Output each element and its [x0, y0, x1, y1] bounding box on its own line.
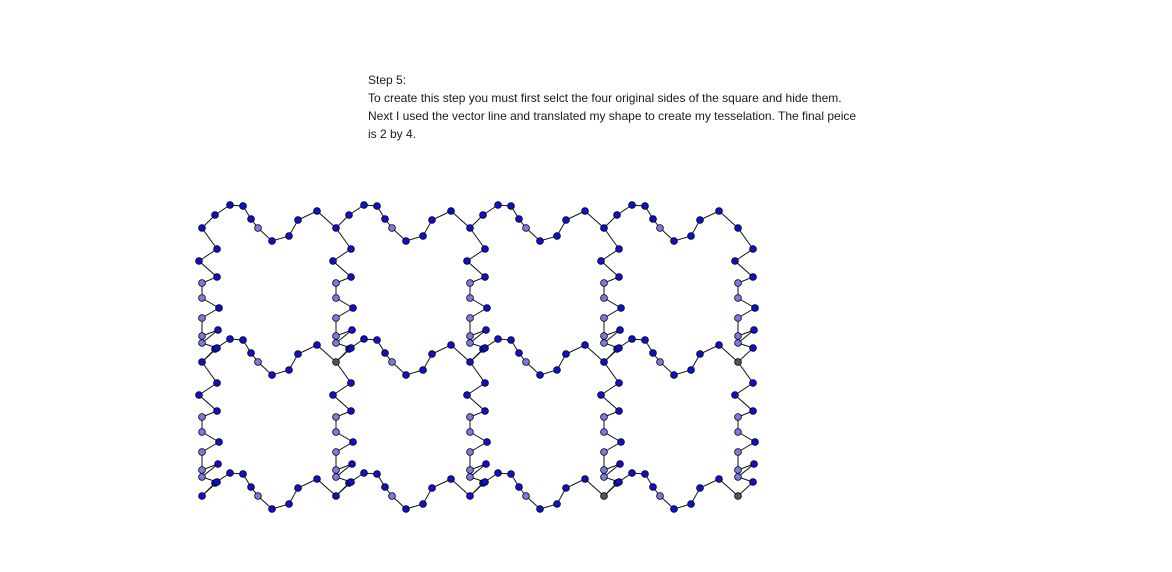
vertex-point[interactable]: [199, 333, 206, 340]
vertex-point[interactable]: [482, 246, 489, 253]
vertex-point[interactable]: [735, 225, 742, 232]
vertex-point[interactable]: [389, 359, 396, 366]
vertex-point[interactable]: [348, 408, 355, 415]
vertex-point[interactable]: [199, 429, 206, 436]
vertex-point[interactable]: [348, 246, 355, 253]
vertex-point[interactable]: [333, 315, 340, 322]
vertex-point[interactable]: [467, 467, 474, 474]
vertex-point[interactable]: [735, 359, 742, 366]
vertex-point[interactable]: [467, 429, 474, 436]
vertex-point[interactable]: [374, 471, 381, 478]
vertex-point[interactable]: [333, 414, 340, 421]
vertex-point[interactable]: [750, 479, 757, 486]
vertex-point[interactable]: [482, 408, 489, 415]
vertex-point[interactable]: [199, 493, 206, 500]
vertex-point[interactable]: [286, 367, 293, 374]
vertex-point[interactable]: [601, 225, 608, 232]
tessellation-points: [196, 202, 759, 513]
vertex-point[interactable]: [333, 474, 340, 481]
vertex-point[interactable]: [330, 258, 337, 265]
vertex-point[interactable]: [212, 212, 219, 219]
step-heading: Step 5:: [368, 73, 407, 87]
vertex-point[interactable]: [467, 333, 474, 340]
vertex-point[interactable]: [333, 340, 340, 347]
vertex-point[interactable]: [697, 485, 704, 492]
vertex-point[interactable]: [199, 315, 206, 322]
vertex-point[interactable]: [482, 345, 489, 352]
vertex-point[interactable]: [480, 212, 487, 219]
vertex-point[interactable]: [389, 225, 396, 232]
vertex-point[interactable]: [671, 238, 678, 245]
vertex-point[interactable]: [601, 333, 608, 340]
vertex-point[interactable]: [216, 305, 223, 312]
vertex-point[interactable]: [448, 208, 455, 215]
vertex-point[interactable]: [616, 274, 623, 281]
vertex-point[interactable]: [508, 203, 515, 210]
vertex-point[interactable]: [554, 233, 561, 240]
step-text-line-3: is 2 by 4.: [368, 127, 417, 141]
vertex-point[interactable]: [582, 208, 589, 215]
vertex-point[interactable]: [467, 493, 474, 500]
vertex-point[interactable]: [516, 484, 523, 491]
vertex-point[interactable]: [601, 340, 608, 347]
vertex-point[interactable]: [214, 274, 221, 281]
vertex-point[interactable]: [286, 501, 293, 508]
vertex-point[interactable]: [483, 327, 490, 334]
vertex-point[interactable]: [735, 280, 742, 287]
vertex-point[interactable]: [361, 336, 368, 343]
vertex-point[interactable]: [464, 392, 471, 399]
vertex-point[interactable]: [199, 340, 206, 347]
vertex-point[interactable]: [333, 449, 340, 456]
vertex-point[interactable]: [330, 392, 337, 399]
vertex-point[interactable]: [601, 359, 608, 366]
vertex-point[interactable]: [563, 217, 570, 224]
vertex-point[interactable]: [382, 484, 389, 491]
vertex-point[interactable]: [650, 484, 657, 491]
vertex-point[interactable]: [333, 467, 340, 474]
vertex-point[interactable]: [269, 238, 276, 245]
vertex-point[interactable]: [716, 476, 723, 483]
vertex-point[interactable]: [199, 295, 206, 302]
vertex-point[interactable]: [516, 350, 523, 357]
vertex-point[interactable]: [240, 337, 247, 344]
vertex-point[interactable]: [508, 337, 515, 344]
vertex-point[interactable]: [429, 217, 436, 224]
vertex-point[interactable]: [199, 414, 206, 421]
vertex-point[interactable]: [448, 342, 455, 349]
vertex-point[interactable]: [467, 474, 474, 481]
vertex-point[interactable]: [716, 342, 723, 349]
vertex-point[interactable]: [598, 392, 605, 399]
vertex-point[interactable]: [750, 345, 757, 352]
vertex-point[interactable]: [348, 479, 355, 486]
vertex-point[interactable]: [482, 380, 489, 387]
vertex-point[interactable]: [751, 327, 758, 334]
vertex-point[interactable]: [429, 485, 436, 492]
vertex-point[interactable]: [467, 359, 474, 366]
vertex-point[interactable]: [735, 414, 742, 421]
vertex-point[interactable]: [697, 217, 704, 224]
vertex-point[interactable]: [199, 474, 206, 481]
vertex-point[interactable]: [563, 351, 570, 358]
vertex-point[interactable]: [389, 493, 396, 500]
vertex-point[interactable]: [348, 345, 355, 352]
vertex-point[interactable]: [735, 474, 742, 481]
vertex-point[interactable]: [495, 470, 502, 477]
vertex-point[interactable]: [248, 216, 255, 223]
vertex-point[interactable]: [732, 258, 739, 265]
vertex-point[interactable]: [295, 217, 302, 224]
vertex-point[interactable]: [295, 351, 302, 358]
vertex-point[interactable]: [657, 225, 664, 232]
vertex-point[interactable]: [286, 233, 293, 240]
vertex-point[interactable]: [657, 493, 664, 500]
vertex-point[interactable]: [523, 493, 530, 500]
vertex-point[interactable]: [716, 208, 723, 215]
vertex-point[interactable]: [346, 212, 353, 219]
vertex-point[interactable]: [484, 439, 491, 446]
vertex-point[interactable]: [199, 225, 206, 232]
vertex-point[interactable]: [657, 359, 664, 366]
vertex-point[interactable]: [314, 342, 321, 349]
vertex-point[interactable]: [732, 392, 739, 399]
vertex-point[interactable]: [554, 501, 561, 508]
vertex-point[interactable]: [616, 380, 623, 387]
vertex-point[interactable]: [255, 493, 262, 500]
vertex-point[interactable]: [482, 274, 489, 281]
vertex-point[interactable]: [333, 359, 340, 366]
vertex-point[interactable]: [429, 351, 436, 358]
vertex-point[interactable]: [735, 467, 742, 474]
vertex-point[interactable]: [537, 506, 544, 513]
vertex-point[interactable]: [199, 467, 206, 474]
vertex-point[interactable]: [688, 501, 695, 508]
vertex-point[interactable]: [735, 449, 742, 456]
step-text-line-1: To create this step you must first selct the four original sides of the square and hide them.: [368, 91, 842, 105]
vertex-point[interactable]: [333, 429, 340, 436]
vertex-point[interactable]: [629, 202, 636, 209]
vertex-point[interactable]: [601, 467, 608, 474]
vertex-point[interactable]: [214, 380, 221, 387]
vertex-point[interactable]: [671, 372, 678, 379]
vertex-point[interactable]: [601, 474, 608, 481]
vertex-point[interactable]: [697, 351, 704, 358]
vertex-point[interactable]: [688, 233, 695, 240]
vertex-point[interactable]: [750, 408, 757, 415]
vertex-point[interactable]: [403, 372, 410, 379]
vertex-point[interactable]: [601, 295, 608, 302]
vertex-point[interactable]: [350, 305, 357, 312]
vertex-point[interactable]: [215, 327, 222, 334]
vertex-point[interactable]: [483, 461, 490, 468]
vertex-point[interactable]: [537, 372, 544, 379]
vertex-point[interactable]: [314, 476, 321, 483]
vertex-point[interactable]: [333, 225, 340, 232]
vertex-point[interactable]: [403, 506, 410, 513]
vertex-point[interactable]: [227, 202, 234, 209]
vertex-point[interactable]: [214, 408, 221, 415]
vertex-point[interactable]: [554, 367, 561, 374]
vertex-point[interactable]: [617, 327, 624, 334]
vertex-point[interactable]: [240, 471, 247, 478]
tessellation-tiles: [199, 205, 755, 509]
vertex-point[interactable]: [199, 280, 206, 287]
vertex-point[interactable]: [216, 439, 223, 446]
vertex-point[interactable]: [484, 305, 491, 312]
vertex-point[interactable]: [214, 479, 221, 486]
vertex-point[interactable]: [537, 238, 544, 245]
vertex-point[interactable]: [750, 274, 757, 281]
vertex-point[interactable]: [382, 216, 389, 223]
vertex-point[interactable]: [349, 327, 356, 334]
vertex-point[interactable]: [348, 274, 355, 281]
vertex-point[interactable]: [516, 216, 523, 223]
vertex-point[interactable]: [255, 225, 262, 232]
vertex-point[interactable]: [508, 471, 515, 478]
vertex-point[interactable]: [227, 470, 234, 477]
vertex-point[interactable]: [735, 295, 742, 302]
vertex-point[interactable]: [601, 414, 608, 421]
vertex-point[interactable]: [420, 501, 427, 508]
vertex-point[interactable]: [269, 372, 276, 379]
vertex-point[interactable]: [374, 203, 381, 210]
vertex-point[interactable]: [196, 258, 203, 265]
vertex-point[interactable]: [750, 380, 757, 387]
vertex-point[interactable]: [240, 203, 247, 210]
vertex-point[interactable]: [616, 479, 623, 486]
vertex-point[interactable]: [374, 337, 381, 344]
vertex-point[interactable]: [735, 429, 742, 436]
vertex-point[interactable]: [382, 350, 389, 357]
vertex-point[interactable]: [642, 203, 649, 210]
vertex-point[interactable]: [214, 246, 221, 253]
vertex-point[interactable]: [750, 246, 757, 253]
vertex-point[interactable]: [523, 359, 530, 366]
vertex-point[interactable]: [617, 461, 624, 468]
vertex-point[interactable]: [255, 359, 262, 366]
vertex-point[interactable]: [629, 336, 636, 343]
vertex-point[interactable]: [420, 367, 427, 374]
vertex-point[interactable]: [642, 471, 649, 478]
vertex-point[interactable]: [196, 392, 203, 399]
vertex-point[interactable]: [361, 470, 368, 477]
vertex-point[interactable]: [467, 449, 474, 456]
vertex-point[interactable]: [482, 479, 489, 486]
vertex-point[interactable]: [601, 315, 608, 322]
vertex-point[interactable]: [214, 345, 221, 352]
vertex-point[interactable]: [598, 258, 605, 265]
vertex-point[interactable]: [199, 359, 206, 366]
vertex-point[interactable]: [735, 315, 742, 322]
vertex-point[interactable]: [752, 439, 759, 446]
vertex-point[interactable]: [333, 295, 340, 302]
vertex-point[interactable]: [448, 476, 455, 483]
vertex-point[interactable]: [333, 333, 340, 340]
vertex-point[interactable]: [227, 336, 234, 343]
vertex-point[interactable]: [199, 449, 206, 456]
vertex-point[interactable]: [464, 258, 471, 265]
vertex-point[interactable]: [601, 493, 608, 500]
vertex-point[interactable]: [314, 208, 321, 215]
vertex-point[interactable]: [295, 485, 302, 492]
vertex-point[interactable]: [348, 380, 355, 387]
vertex-point[interactable]: [735, 493, 742, 500]
vertex-point[interactable]: [467, 340, 474, 347]
vertex-point[interactable]: [582, 342, 589, 349]
vertex-point[interactable]: [601, 280, 608, 287]
vertex-point[interactable]: [563, 485, 570, 492]
vertex-point[interactable]: [616, 345, 623, 352]
vertex-point[interactable]: [601, 449, 608, 456]
vertex-point[interactable]: [349, 461, 356, 468]
vertex-point[interactable]: [614, 212, 621, 219]
vertex-point[interactable]: [752, 305, 759, 312]
vertex-point[interactable]: [495, 336, 502, 343]
vertex-point[interactable]: [735, 340, 742, 347]
vertex-point[interactable]: [467, 295, 474, 302]
vertex-point[interactable]: [248, 484, 255, 491]
step-text-line-2: Next I used the vector line and translated my shape to create my tesselation. The final peice: [368, 109, 857, 123]
vertex-point[interactable]: [650, 216, 657, 223]
vertex-point[interactable]: [467, 315, 474, 322]
vertex-point[interactable]: [333, 493, 340, 500]
vertex-point[interactable]: [688, 367, 695, 374]
vertex-point[interactable]: [629, 470, 636, 477]
vertex-point[interactable]: [671, 506, 678, 513]
vertex-point[interactable]: [751, 461, 758, 468]
vertex-point[interactable]: [582, 476, 589, 483]
vertex-point[interactable]: [333, 280, 340, 287]
vertex-point[interactable]: [467, 414, 474, 421]
vertex-point[interactable]: [420, 233, 427, 240]
vertex-point[interactable]: [248, 350, 255, 357]
vertex-point[interactable]: [616, 246, 623, 253]
vertex-point[interactable]: [215, 461, 222, 468]
vertex-point[interactable]: [269, 506, 276, 513]
vertex-point[interactable]: [403, 238, 410, 245]
vertex-point[interactable]: [361, 202, 368, 209]
vertex-point[interactable]: [642, 337, 649, 344]
vertex-point[interactable]: [467, 225, 474, 232]
vertex-point[interactable]: [735, 333, 742, 340]
vertex-point[interactable]: [350, 439, 357, 446]
vertex-point[interactable]: [618, 439, 625, 446]
vertex-point[interactable]: [495, 202, 502, 209]
vertex-point[interactable]: [650, 350, 657, 357]
vertex-point[interactable]: [523, 225, 530, 232]
vertex-point[interactable]: [618, 305, 625, 312]
vertex-point[interactable]: [616, 408, 623, 415]
vertex-point[interactable]: [601, 429, 608, 436]
vertex-point[interactable]: [467, 280, 474, 287]
